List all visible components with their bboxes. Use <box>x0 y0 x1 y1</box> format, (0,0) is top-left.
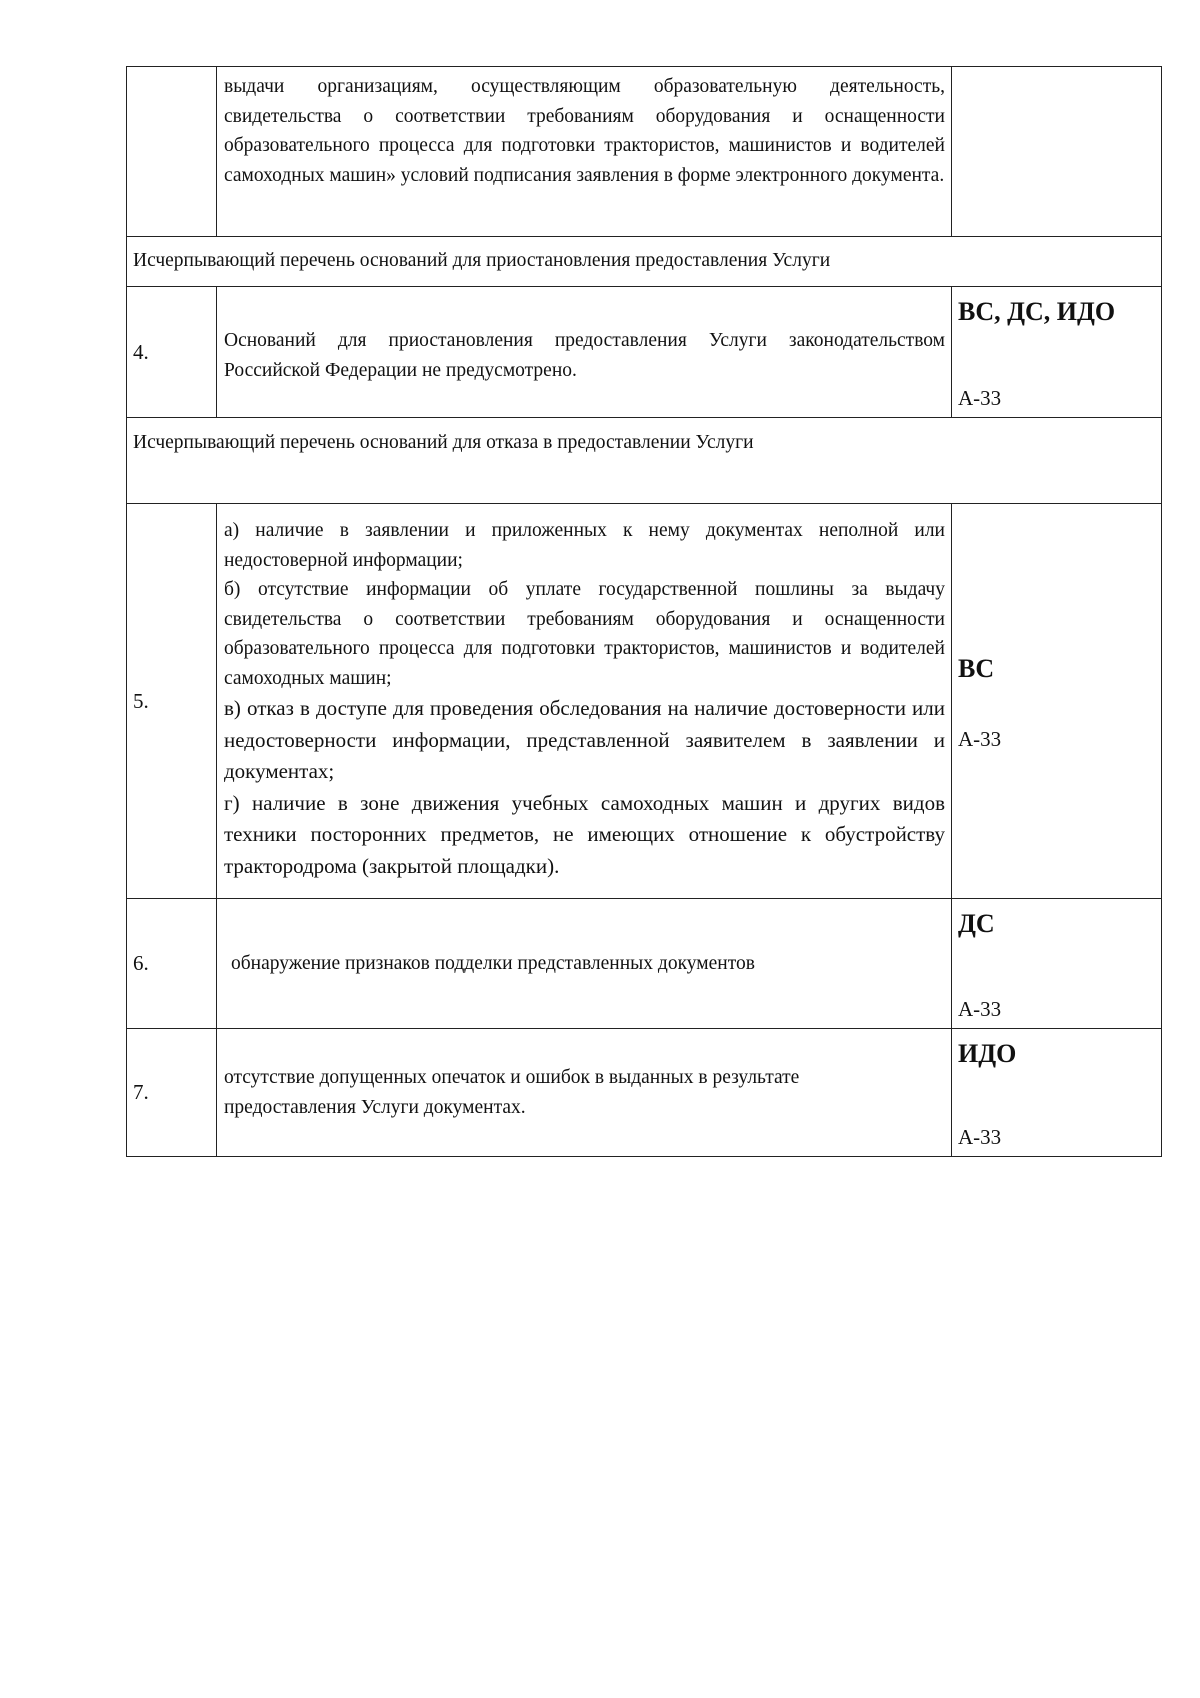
row-code-cell <box>952 899 1162 1028</box>
table-row-7 <box>127 1029 1162 1157</box>
table-row-continuation <box>127 67 1162 237</box>
row-code-cell <box>952 1029 1162 1156</box>
refusal-item-c: в) отказ в доступе для проведения обследования на наличие достоверности или недостоверности информации, представленной заявителем в заявлении и документах; <box>224 696 945 783</box>
section-row-refusal <box>127 418 1162 504</box>
row-text: отсутствие допущенных опечаток и ошибок в выданных в результате предоставления Услуги документах. <box>217 1029 952 1156</box>
service-codes: ВС <box>958 654 995 683</box>
act-reference: А-33 <box>958 997 1002 1021</box>
refusal-item-d: г) наличие в зоне движения учебных самоходных машин и других видов техники посторонних предметов, не имеющих отношение к обустройству трактородрома (закрытой площадки). <box>224 790 945 878</box>
row-text: обнаружение признаков подделки представленных документов <box>217 899 952 1028</box>
service-codes: ВС, ДС, ИДО <box>958 297 1116 326</box>
row-code-cell <box>952 287 1162 417</box>
service-codes: ДС <box>958 909 995 938</box>
row-number: 4. <box>127 287 217 417</box>
refusal-item-a: а) наличие в заявлении и приложенных к нему документах неполной или недостоверной информации; <box>224 520 945 571</box>
refusal-item-b: б) отсутствие информации об уплате государственной пошлины за выдачу свидетельства о соответствии требованиям оборудования и оснащенности образовательного процесса для подготовки трактористов, машинистов и водителей самоходных машин; <box>224 579 945 689</box>
section-heading-suspension: Исчерпывающий перечень оснований для приостановления предоставления Услуги <box>127 237 1162 286</box>
section-row-suspension <box>127 237 1162 287</box>
row-number-cell <box>127 67 217 236</box>
row-text: Оснований для приостановления предоставления Услуги законодательством Российской Федерации не предусмотрено. <box>217 287 952 417</box>
row-code-cell <box>952 504 1162 898</box>
act-reference: А-33 <box>958 386 1002 410</box>
table-row-5 <box>127 504 1162 899</box>
row-number: 6. <box>127 899 217 1028</box>
continuation-text: выдачи организациям, осуществляющим образовательную деятельность, свидетельства о соответствии требованиям оборудования и оснащенности образовательного процесса для подготовки трактористов, машинистов и водителей самоходных машин» условий подписания заявления в форме электронного документа. <box>217 67 952 236</box>
row-number: 7. <box>127 1029 217 1156</box>
act-reference: А-33 <box>958 727 1002 751</box>
table-row-6 <box>127 899 1162 1029</box>
row-text <box>217 504 952 898</box>
services-table <box>126 66 1162 1157</box>
service-codes: ИДО <box>958 1039 1017 1068</box>
row-code-cell <box>952 67 1162 236</box>
act-reference: А-33 <box>958 1125 1002 1149</box>
section-heading-refusal: Исчерпывающий перечень оснований для отказа в предоставлении Услуги <box>127 418 1162 503</box>
row-number: 5. <box>127 504 217 898</box>
table-row-4 <box>127 287 1162 418</box>
